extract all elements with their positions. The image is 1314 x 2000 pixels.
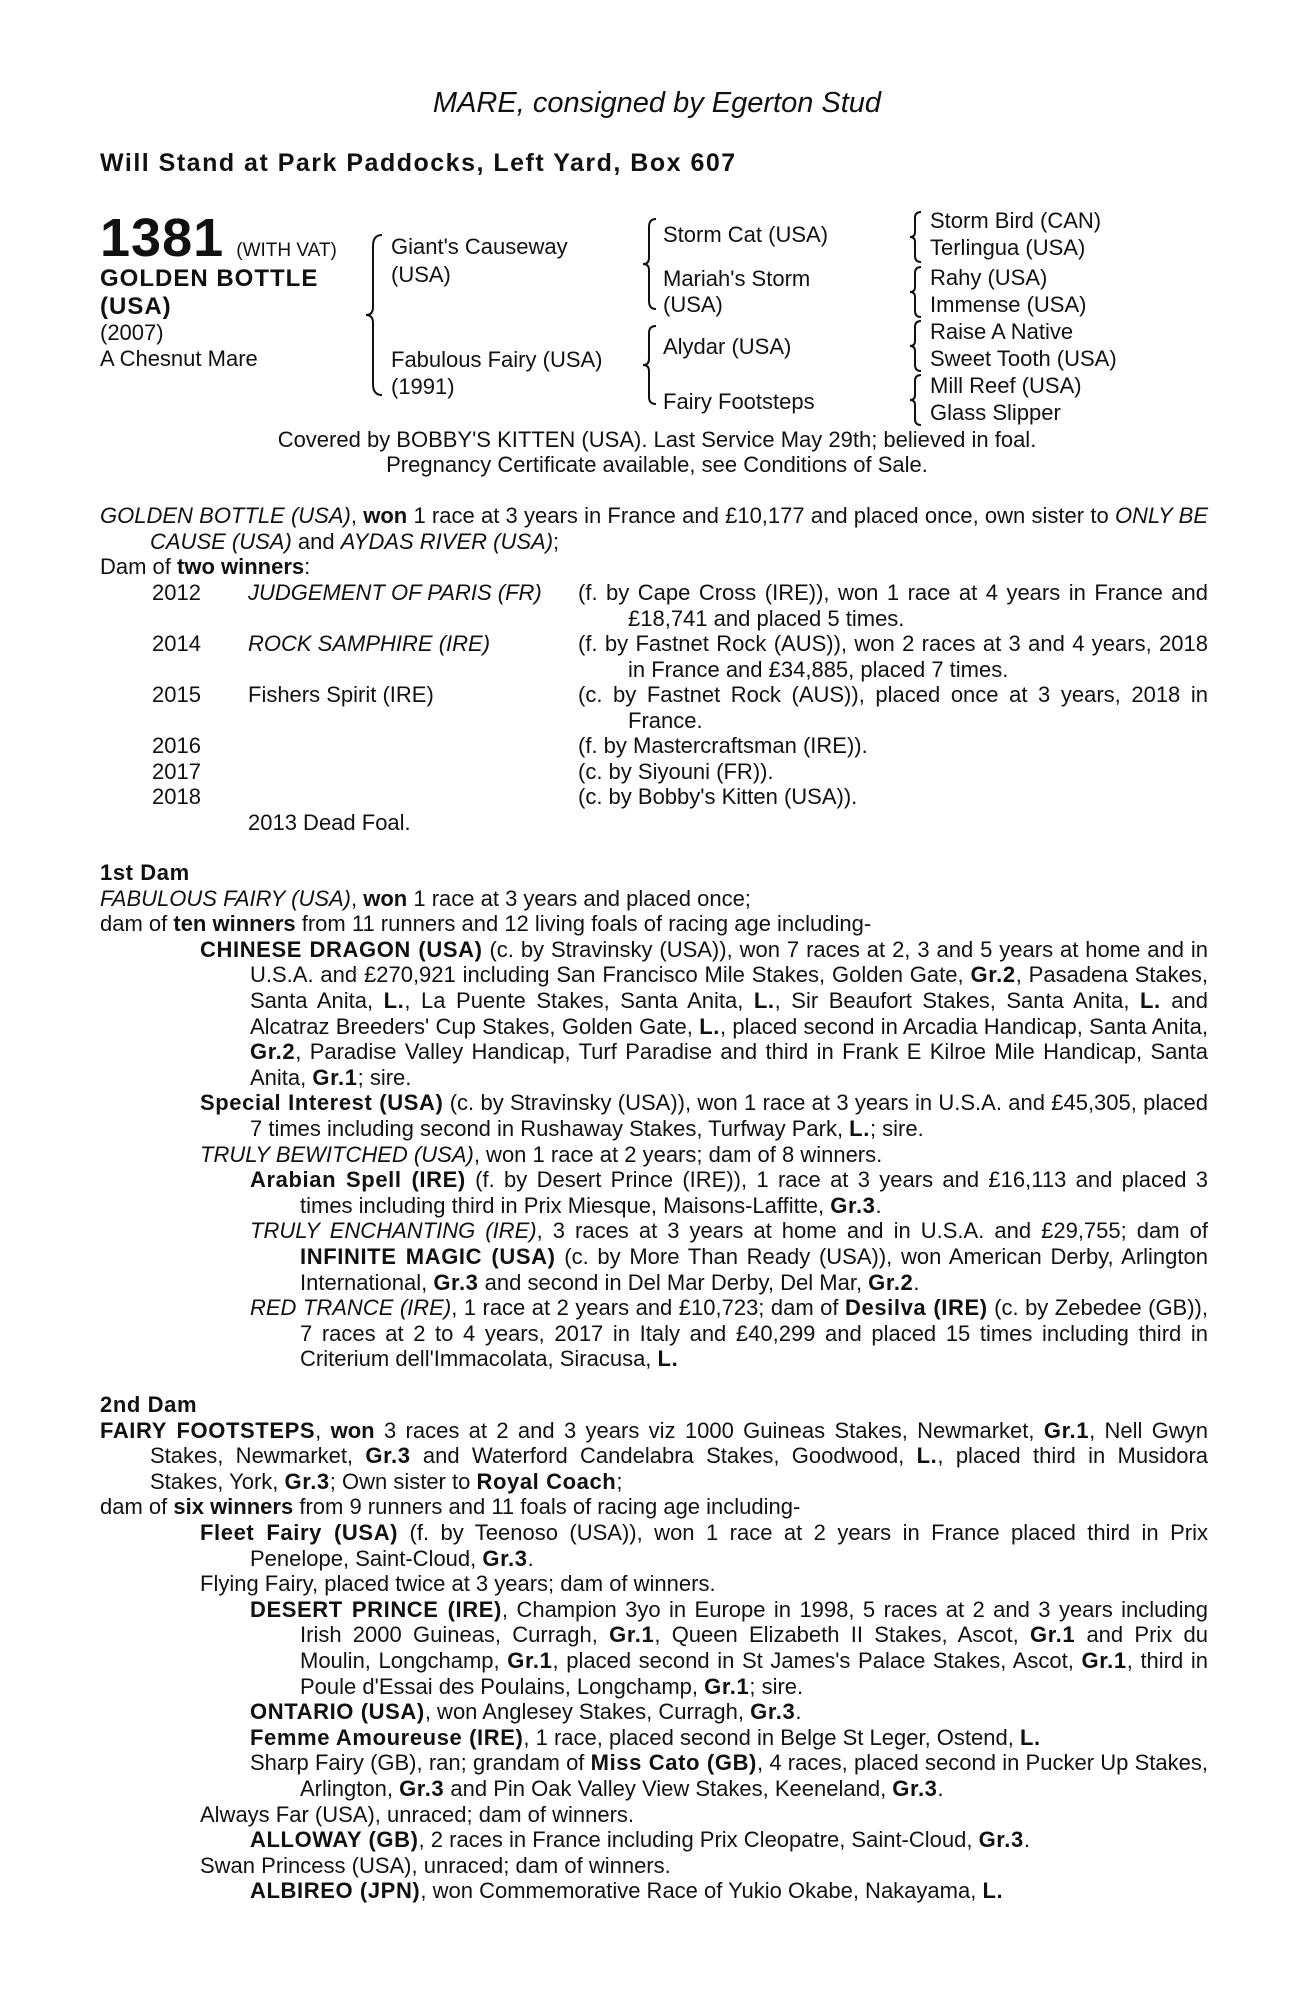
entry-red-trance: RED TRANCE (IRE), 1 race at 2 years and £10,723; dam of Desilva (IRE) (c. by Zebedee (GB)), 7 races at 2 to 4 years, 2017 in Italy and £40,299 and placed 15 times including third in Criterium dell'Immacolata, Siracusa, L. [250, 1295, 1208, 1372]
entry-swan-princess: Swan Princess (USA), unraced; dam of winners. [200, 1852, 671, 1878]
covered-note: Covered by BOBBY'S KITTEN (USA). Last Service May 29th; believed in foal. [277, 427, 1037, 452]
first-dam-name: FABULOUS FAIRY (USA) [100, 885, 352, 911]
produce-desc: (f. by Mastercraftsman (IRE)). [578, 733, 868, 758]
produce-row [100, 580, 1208, 631]
pedigree-brace-g3-2 [909, 266, 923, 318]
pedigree-dam-sire: Alydar (USA) [663, 334, 792, 359]
entry-femme-amoureuse: Femme Amoureuse (IRE), 1 race, placed second in Belge St Leger, Ostend, L. [250, 1724, 1041, 1750]
pregnancy-note: Pregnancy Certificate available, see Conditions of Sale. [386, 452, 928, 477]
pedigree-dam-line1: Fabulous Fairy (USA) [391, 347, 603, 372]
entry-special-interest: Special Interest (USA) (c. by Stravinsky (USA)), won 1 race at 3 years in U.S.A. and £45,305, placed 7 times including second in Rushaway Stakes, Turfway Park, L.; sire. [200, 1090, 1208, 1141]
first-dam-won: won [363, 885, 408, 911]
first-dam-section: 1st Dam FABULOUS FAIRY (USA), won 1 race at 3 years and placed once; dam of ten winners from 11 runners and 12 living foals of racing age including- CHINESE DRAGON (USA) (c. by Stravinsky (USA)), won 7 races at 2, 3 and 5 years at home and in U.S.A. and £270,921 including San Francisco Mile Stakes, Golden Gate, Gr.2, Pasadena Stakes, Santa Anita, L., La Puente Stakes, Santa Anita, L., Sir Beaufort Stakes, Santa Anita, L. and Alcatraz Breeders' Cup Stakes, Golden Gate, L., placed second in Arcadia Handicap, Santa Anita, Gr.2, Paradise Valley Handicap, Turf Paradise and third in Frank E Kilroe Mile Handicap, Santa Anita, Gr.1; sire. Special Interest (USA) (c. by Stravinsky (USA)), won 1 race at 3 years in U.S.A. and £45,305, placed 7 times including second in Rushaway Stakes, Turfway Park, L.; sire. TRULY BEWITCHED (USA), won 1 race at 2 years; dam of 8 winners. Arabian Spell (IRE) (f. by Desert Prince (IRE)), 1 race at 3 years and £16,113 and placed 3 times including third in Prix Miesque, Maisons-Laffitte, Gr.3. TRULY ENCHANTING (IRE), 3 races at 3 years at home and in U.S.A. and £29,755; dam of INFINITE MAGIC (USA) (c. by More Than Ready (USA)), won American Derby, Arlington International, Gr.3 and second in Del Mar Derby, Del Mar, Gr.2. RED TRANCE (IRE), 1 race at 2 years and £10,723; dam of Desilva (IRE) (c. by Zebedee (GB)), 7 races at 2 to 4 years, 2017 in Italy and £40,299 and placed 15 times including third in Criterium dell'Immacolata, Siracusa, L. [100, 860, 1209, 1372]
stabling-location: Will Stand at Park Paddocks, Left Yard, Box 607 [100, 149, 737, 177]
pedigree-sire-line1: Giant's Causeway [391, 234, 568, 259]
pedigree-brace-sire [642, 218, 658, 310]
intro-sibling-2: AYDAS RIVER (USA) [340, 528, 554, 554]
produce-row [100, 733, 1208, 759]
first-dam-heading: 1st Dam [100, 860, 190, 885]
entry-ontario: ONTARIO (USA), won Anglesey Stakes, Curragh, Gr.3. [250, 1699, 802, 1725]
entry-albireo: ALBIREO (JPN), won Commemorative Race of Yukio Okabe, Nakayama, L. [250, 1878, 1004, 1904]
pedigree-brace-main [364, 234, 384, 396]
intro-paragraph: GOLDEN BOTTLE (USA), won 1 race at 3 years in France and £10,177 and placed once, own sister to ONLY BE CAUSE (USA) and AYDAS RIVER (USA); Dam of two winners: [100, 503, 1209, 580]
produce-row [100, 631, 1208, 682]
produce-desc: (c. by Fastnet Rock (AUS)), placed once at 3 years, 2018 in France. [578, 682, 1208, 733]
entry-desert-prince: DESERT PRINCE (IRE), Champion 3yo in Europe in 1998, 5 races at 2 and 3 years including Irish 2000 Guineas, Curragh, Gr.1, Queen Elizabeth II Stakes, Ascot, Gr.1 and Prix du Moulin, Longchamp, Gr.1, placed second in St James's Palace Stakes, Ascot, Gr.1, third in Poule d'Essai des Poulains, Longchamp, Gr.1; sire. [250, 1596, 1209, 1699]
produce-year: 2012 [152, 580, 201, 605]
intro-name: GOLDEN BOTTLE (USA) [100, 503, 351, 528]
entry-sharp-fairy: Sharp Fairy (GB), ran; grandam of Miss Cato (GB), 4 races, placed second in Pucker Up Stakes, Arlington, Gr.3 and Pin Oak Valley View Stakes, Keeneland, Gr.3. [250, 1750, 1208, 1801]
produce-year: 2015 [152, 682, 201, 707]
first-dam-of-count: ten winners [173, 911, 296, 937]
produce-desc: (f. by Fastnet Rock (AUS)), won 2 races at 3 and 4 years, 2018 in France and £34,885, placed 7 times. [578, 631, 1208, 682]
dam-of-prefix: Dam of [100, 554, 178, 580]
first-dam-of-prefix: dam of [100, 911, 174, 937]
intro-and: and [291, 528, 341, 554]
produce-row [100, 682, 1208, 733]
intro-sibling-1: ONLY BE CAUSE (USA) [150, 503, 1209, 554]
pedigree-brace-g3-3 [909, 320, 923, 372]
pedigree-gen3-7: Mill Reef (USA) [930, 373, 1082, 398]
produce-name: Fishers Spirit (IRE) [248, 682, 434, 707]
lot-description: A Chesnut Mare [100, 346, 258, 371]
produce-name: JUDGEMENT OF PARIS (FR) [248, 580, 542, 605]
dam-of-count: two winners [177, 554, 305, 580]
second-dam-section: 2nd Dam FAIRY FOOTSTEPS, won 3 races at 2 and 3 years viz 1000 Guineas Stakes, Newmarket, Gr.1, Nell Gwyn Stakes, Newmarket, Gr.3 and Waterford Candelabra Stakes, Goodwood, L., placed third in Musidora Stakes, York, Gr.3; Own sister to Royal Coach; dam of six winners from 9 runners and 11 foals of racing age including- Fleet Fairy (USA) (f. by Teenoso (USA)), won 1 race at 2 years in France placed third in Prix Penelope, Saint-Cloud, Gr.3. Flying Fairy, placed twice at 3 years; dam of winners. DESERT PRINCE (IRE), Champion 3yo in Europe in 1998, 5 races at 2 and 3 years including Irish 2000 Guineas, Curragh, Gr.1, Queen Elizabeth II Stakes, Ascot, Gr.1 and Prix du Moulin, Longchamp, Gr.1, placed second in St James's Palace Stakes, Ascot, Gr.1, third in Poule d'Essai des Poulains, Longchamp, Gr.1; sire. ONTARIO (USA), won Anglesey Stakes, Curragh, Gr.3. Femme Amoureuse (IRE), 1 race, placed second in Belge St Leger, Ostend, L. Sharp Fairy (GB), ran; grandam of Miss Cato (GB), 4 races, placed second in Pucker Up Stakes, Arlington, Gr.3 and Pin Oak Valley View Stakes, Keeneland, Gr.3. Always Far (USA), unraced; dam of winners. ALLOWAY (GB), 2 races in France including Prix Cleopatre, Saint-Cloud, Gr.3. Swan Princess (USA), unraced; dam of winners. ALBIREO (JPN), won Commemorative Race of Yukio Okabe, Nakayama, L. [100, 1392, 1209, 1904]
lot-year: (2007) [100, 320, 164, 345]
produce-year: 2016 [152, 733, 201, 758]
produce-name: ROCK SAMPHIRE (IRE) [248, 631, 491, 656]
first-dam-of-suffix: from 11 runners and 12 living foals of racing age including- [295, 911, 872, 937]
pedigree-brace-dam [642, 325, 658, 405]
entry-flying-fairy: Flying Fairy, placed twice at 3 years; dam of winners. [200, 1571, 716, 1597]
pedigree-dam-line2: (1991) [391, 374, 455, 399]
pedigree-gen3-2: Terlingua (USA) [930, 235, 1086, 260]
vat-note: (WITH VAT) [236, 240, 337, 261]
pedigree-sire-dam-line1: Mariah's Storm [663, 266, 811, 291]
entry-truly-enchanting: TRULY ENCHANTING (IRE), 3 races at 3 years at home and in U.S.A. and £29,755; dam of INFINITE MAGIC (USA) (c. by More Than Ready (USA)), won American Derby, Arlington International, Gr.3 and second in Del Mar Derby, Del Mar, Gr.2. [250, 1218, 1208, 1295]
pedigree-brace-g3-4 [909, 374, 923, 426]
second-dam-heading: 2nd Dam [100, 1392, 198, 1417]
pedigree-gen3-1: Storm Bird (CAN) [930, 208, 1102, 233]
entry-truly-bewitched: TRULY BEWITCHED (USA), won 1 race at 2 years; dam of 8 winners. [200, 1141, 883, 1167]
entry-arabian-spell: Arabian Spell (IRE) (f. by Desert Prince (IRE)), 1 race at 3 years and £16,113 and placed 3 times including third in Prix Miesque, Maisons-Laffitte, Gr.3. [250, 1167, 1209, 1218]
lot-name-line2: (USA) [100, 293, 172, 320]
produce-desc: (c. by Bobby's Kitten (USA)). [578, 784, 858, 810]
second-dam-entry: FAIRY FOOTSTEPS, won 3 races at 2 and 3 years viz 1000 Guineas Stakes, Newmarket, Gr.1, Nell Gwyn Stakes, Newmarket, Gr.3 and Waterford Candelabra Stakes, Goodwood, L., placed third in Musidora Stakes, York, Gr.3; Own sister to Royal Coach; [100, 1417, 1209, 1494]
pedigree-brace-g3-1 [909, 211, 923, 263]
first-dam-summary: 1 race at 3 years and placed once; [407, 885, 751, 911]
pedigree-gen3-8: Glass Slipper [930, 400, 1061, 425]
pedigree-sire-line2: (USA) [391, 262, 451, 287]
pedigree-gen3-3: Rahy (USA) [930, 265, 1048, 290]
lot-number: 1381 [100, 208, 225, 268]
entry-chinese-dragon: CHINESE DRAGON (USA) (c. by Stravinsky (USA)), won 7 races at 2, 3 and 5 years at home and in U.S.A. and £270,921 including San Francisco Mile Stakes, Golden Gate, Gr.2, Pasadena Stakes, Santa Anita, L., La Puente Stakes, Santa Anita, L., Sir Beaufort Stakes, Santa Anita, L. and Alcatraz Breeders' Cup Stakes, Golden Gate, L., placed second in Arcadia Handicap, Santa Anita, Gr.2, Paradise Valley Handicap, Turf Paradise and third in Frank E Kilroe Mile Handicap, Santa Anita, Gr.1; sire. [200, 936, 1208, 1090]
pedigree-gen3-4: Immense (USA) [930, 292, 1087, 317]
produce-desc: (f. by Cape Cross (IRE)), won 1 race at 4 years in France and £18,741 and placed 5 times. [578, 580, 1208, 631]
entry-always-far: Always Far (USA), unraced; dam of winners. [200, 1801, 635, 1827]
page-title: MARE, consigned by Egerton Stud [432, 87, 882, 119]
pedigree-sire-sire: Storm Cat (USA) [663, 222, 829, 247]
pedigree-gen3-5: Raise A Native [930, 319, 1074, 344]
dead-foal: 2013 Dead Foal. [248, 809, 411, 835]
pedigree-gen3-6: Sweet Tooth (USA) [930, 346, 1117, 371]
intro-end: ; [553, 528, 560, 554]
entry-fleet-fairy: Fleet Fairy (USA) (f. by Teenoso (USA)), won 1 race at 2 years in France placed third in Prix Penelope, Saint-Cloud, Gr.3. [200, 1519, 1208, 1571]
produce-year: 2018 [152, 784, 201, 810]
intro-won: won [363, 503, 408, 528]
lot-name-line1: GOLDEN BOTTLE [100, 265, 319, 292]
dam-of-suffix: : [304, 554, 311, 580]
entry-alloway: ALLOWAY (GB), 2 races in France including Prix Cleopatre, Saint-Cloud, Gr.3. [250, 1827, 1030, 1853]
produce-table [100, 580, 1208, 835]
produce-row [100, 810, 1208, 836]
produce-year: 2017 [152, 758, 201, 784]
produce-row [100, 759, 1208, 785]
produce-row [100, 784, 1208, 810]
produce-year: 2014 [152, 631, 201, 656]
pedigree-dam-dam: Fairy Footsteps [663, 389, 815, 414]
pedigree-sire-dam-line2: (USA) [663, 292, 723, 317]
produce-desc: (c. by Siyouni (FR)). [578, 758, 774, 784]
intro-text: 1 race at 3 years in France and £10,177 and placed once, own sister to [407, 503, 1115, 528]
